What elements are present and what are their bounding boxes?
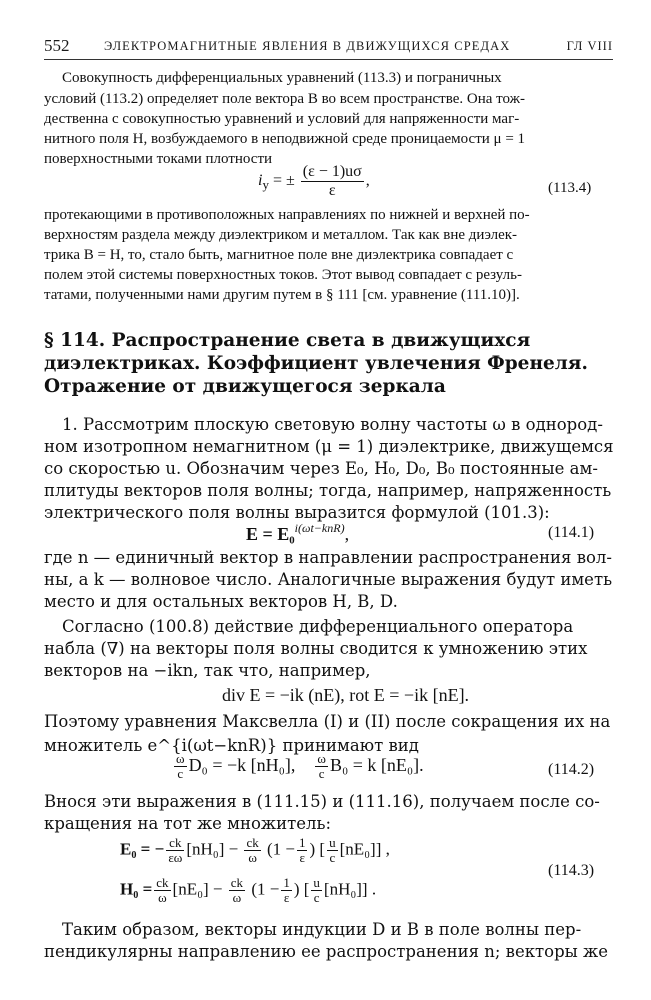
fraction-numerator: (ε − 1)uσ xyxy=(302,163,362,180)
body-line: со скоростью u. Обозначим через E₀, H₀, D₀, B₀ постоянные ам- xyxy=(44,459,598,478)
eq-text: E = E₀ xyxy=(246,524,295,544)
fraction-numerator: 1 xyxy=(298,835,306,850)
eq-part: [ xyxy=(303,879,310,899)
equation-number: (113.4) xyxy=(548,180,592,196)
fraction-denominator: ω xyxy=(154,890,170,905)
fraction xyxy=(297,836,308,866)
fraction-denominator: ε xyxy=(301,181,364,200)
eq-part: (1 − xyxy=(266,839,295,859)
body-line: Согласно (100.8) действие дифференциального оператора xyxy=(62,617,574,636)
fraction-numerator: ω xyxy=(317,751,326,766)
body-line: верхностям раздела между диэлектриком и металлом. Так как вне диэлек- xyxy=(44,227,518,243)
equation-number: (114.1) xyxy=(548,524,595,541)
equation-114-3-line2 xyxy=(120,876,376,906)
intro-line: поверхностными токами плотности xyxy=(44,151,273,167)
section-heading-line: Отражение от движущегося зеркала xyxy=(44,376,446,397)
eq-lhs: E₀ = − xyxy=(120,839,165,859)
fraction-denominator: c xyxy=(311,890,322,905)
fraction xyxy=(229,876,245,906)
fraction-denominator: ε xyxy=(297,850,308,865)
section-heading-line: диэлектриках. Коэффициент увлечения Френеля. xyxy=(44,353,588,374)
body-line: электрического поля волны выразится формулой (101.3): xyxy=(44,503,550,522)
body-line: набла (∇) на векторы поля волны сводится к умножению этих xyxy=(44,639,588,658)
eq-part: ) xyxy=(309,839,316,859)
body-line: место и для остальных векторов H, B, D. xyxy=(44,592,398,611)
section-heading-line: § 114. Распространение света в движущихся xyxy=(44,330,531,351)
eq-part: [nH₀]] . xyxy=(323,879,377,899)
fraction xyxy=(327,836,338,866)
fraction-denominator: ε xyxy=(281,890,292,905)
equation-number: (114.3) xyxy=(548,862,595,879)
fraction xyxy=(311,876,322,906)
fraction xyxy=(244,836,260,866)
intro-line: нитного поля H, возбуждаемого в неподвижной среде проницаемости μ = 1 xyxy=(44,131,526,147)
fraction-numerator: ω xyxy=(176,751,185,766)
body-line: 1. Рассмотрим плоскую световую волну частоты ω в однород- xyxy=(62,415,603,434)
fraction xyxy=(174,752,187,782)
body-line: пендикулярны направлению ее распространения n; векторы же xyxy=(44,942,608,961)
body-line: ном изотропном немагнитном (μ = 1) диэлектрике, движущемся xyxy=(44,437,614,456)
fraction-denominator: ω xyxy=(229,890,245,905)
eq-lhs-sub: y xyxy=(262,176,269,192)
eq-op: = ± xyxy=(268,171,295,189)
eq-part: D₀ = −k [nH₀], xyxy=(188,754,296,775)
fraction xyxy=(281,876,292,906)
body-line: Поэтому уравнения Максвелла (I) и (II) после сокращения их на xyxy=(44,712,611,731)
body-line: полем этой системы поверхностных токов. Этот вывод совпадает с резуль- xyxy=(44,267,522,283)
body-line: протекающими в противоположных направлениях по нижней и верхней по- xyxy=(44,207,530,223)
page-number: 552 xyxy=(44,36,70,55)
fraction xyxy=(154,876,170,906)
running-header xyxy=(44,36,613,60)
eq-tail: , xyxy=(365,171,370,189)
fraction-denominator: ω xyxy=(244,850,260,865)
equation-number: (114.2) xyxy=(548,761,595,778)
body-line: множитель e^{i(ωt−knR)} принимают вид xyxy=(44,736,419,755)
eq-part: [ xyxy=(319,839,326,859)
fraction-numerator: u xyxy=(313,875,320,890)
body-line: векторов на −ikn, так что, например, xyxy=(44,661,371,680)
eq-part: B₀ = k [nE₀]. xyxy=(329,754,424,775)
fraction-denominator: c xyxy=(315,766,328,781)
fraction xyxy=(315,752,328,782)
equation-div-rot: div E = −ik (nE), rot E = −ik [nE]. xyxy=(222,685,470,705)
fraction-numerator: ck xyxy=(230,875,244,890)
body-line: татами, полученными нами другим путем в § 111 [см. уравнение (111.10)]. xyxy=(44,287,520,303)
intro-line: дественна с совокупностью уравнений и условий для напряженности маг- xyxy=(44,111,520,127)
intro-line: условий (113.2) определяет поле вектора B во всем пространстве. Она тож- xyxy=(44,91,525,107)
eq-lhs: H₀ = xyxy=(120,879,153,899)
eq-part: [nE₀]] , xyxy=(339,839,390,859)
body-line: плитуды векторов поля волны; тогда, например, напряженность xyxy=(44,481,612,500)
equation-114-3-line1 xyxy=(120,836,390,866)
body-line: где n — единичный вектор в направлении распространения вол- xyxy=(44,548,612,567)
fraction-numerator: ck xyxy=(156,875,169,890)
fraction-denominator: c xyxy=(174,766,187,781)
fraction-denominator: εω xyxy=(168,850,183,866)
eq-part: [nH₀] − xyxy=(186,839,239,859)
eq-tail: , xyxy=(344,524,350,544)
fraction-numerator: ck xyxy=(169,835,182,850)
body-line: Внося эти выражения в (111.15) и (111.16), получаем после со- xyxy=(44,792,600,811)
eq-part: [nE₀] − xyxy=(172,879,223,899)
body-line: ны, а k — волновое число. Аналогичные выражения будут иметь xyxy=(44,570,613,589)
eq-part: (1 − xyxy=(251,879,280,899)
fraction-numerator: 1 xyxy=(283,875,290,890)
fraction xyxy=(301,163,364,199)
fraction-denominator: c xyxy=(327,850,338,865)
eq-part: ) xyxy=(293,879,300,899)
equation-113-4 xyxy=(258,163,370,199)
intro-line: Совокупность дифференциальных уравнений (113.3) и пограничных xyxy=(62,70,502,86)
chapter-label: ГЛ VIII xyxy=(566,39,613,53)
fraction-numerator: u xyxy=(329,835,336,850)
body-line: Таким образом, векторы индукции D и B в поле волны пер- xyxy=(62,920,582,939)
body-line: кращения на тот же множитель: xyxy=(44,814,332,833)
running-title: ЭЛЕКТРОМАГНИТНЫЕ ЯВЛЕНИЯ В ДВИЖУЩИХСЯ СРЕДАХ xyxy=(104,39,511,53)
equation-114-2 xyxy=(172,752,424,782)
eq-exponent: i(ωt−knR) xyxy=(294,521,345,535)
body-line: трика B = H, то, стало быть, магнитное поле вне диэлектрика совпадает с xyxy=(44,247,514,263)
fraction-numerator: ck xyxy=(246,835,259,850)
eq-lhs: i xyxy=(258,171,263,189)
header-rule xyxy=(44,59,613,60)
equation-114-1 xyxy=(246,521,349,545)
fraction xyxy=(166,836,184,866)
